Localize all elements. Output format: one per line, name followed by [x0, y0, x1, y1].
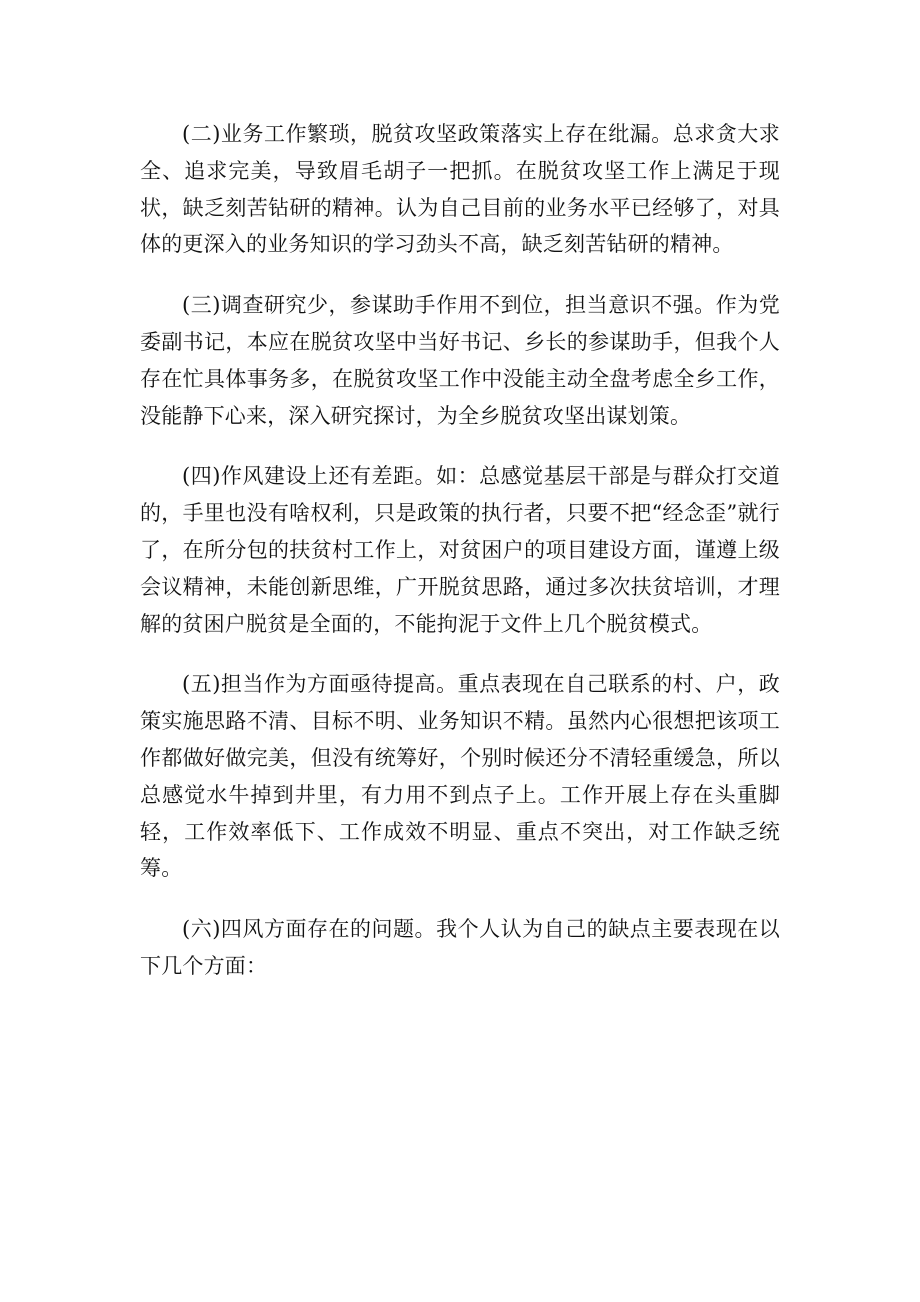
paragraph-3: (三)调查研究少，参谋助手作用不到位，担当意识不强。作为党委副书记，本应在脱贫攻坚中当好书记、乡长的参谋助手，但我个人存在忙具体事务多，在脱贫攻坚工作中没能主动全盘考虑全乡工作，没能静下心来，深入研究探讨，为全乡脱贫攻坚出谋划策。: [140, 293, 780, 428]
paragraph-5: (五)担当作为方面亟待提高。重点表现在自己联系的村、户，政策实施思路不清、目标不明、业务知识不精。虽然内心很想把该项工作都做好做完美，但没有统筹好，个别时候还分不清轻重缓急，所以总感觉水牛掉到井里，有力用不到点子上。工作开展上存在头重脚轻，工作效率低下、工作成效不明显、重点不突出，对工作缺乏统筹。: [140, 672, 780, 881]
paragraph-2: (二)业务工作繁琐，脱贫攻坚政策落实上存在纰漏。总求贪大求全、追求完美，导致眉毛胡子一把抓。在脱贫攻坚工作上满足于现状，缺乏刻苦钻研的精神。认为自己目前的业务水平已经够了，对具体的更深入的业务知识的学习劲头不高，缺乏刻苦钻研的精神。: [140, 122, 780, 257]
paragraph-6: (六)四风方面存在的问题。我个人认为自己的缺点主要表现在以下几个方面：: [140, 917, 780, 978]
paragraph-4: (四)作风建设上还有差距。如：总感觉基层干部是与群众打交道的，手里也没有啥权利，只是政策的执行者，只要不把“经念歪”就行了，在所分包的扶贫村工作上，对贫困户的项目建设方面，谨遵上级会议精神，未能创新思维，广开脱贫思路，通过多次扶贫培训，才理解的贫困户脱贫是全面的，不能拘泥于文件上几个脱贫模式。: [140, 464, 780, 636]
document-body: [140, 116, 780, 1009]
